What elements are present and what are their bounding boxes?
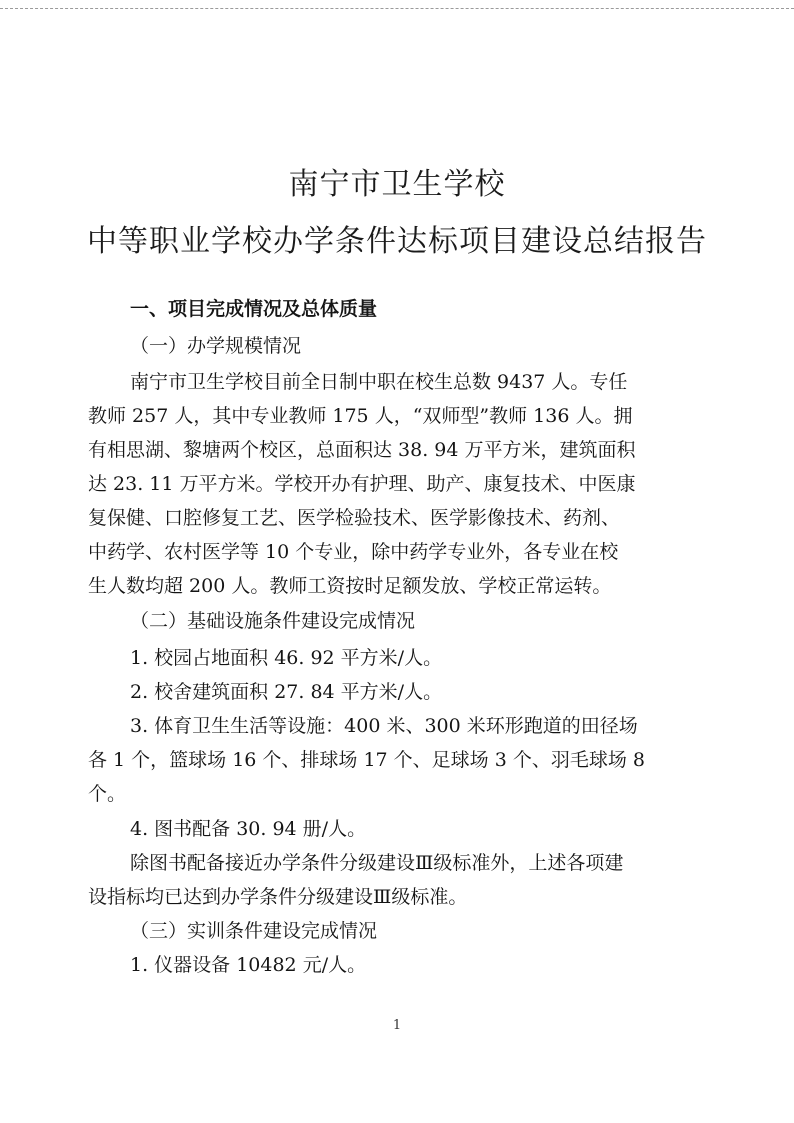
list-item-continuation: 各 1 个，篮球场 16 个、排球场 17 个、足球场 3 个、羽毛球场 8 [88,749,645,771]
list-item: 2. 校舍建筑面积 27. 84 平方米/人。 [130,681,443,703]
document-title-school: 南宁市卫生学校 [288,167,506,202]
subsection-heading-training: （三）实训条件建设完成情况 [130,920,378,942]
paragraph-line: 南宁市卫生学校目前全日制中职在校生总数 9437 人。专任 [130,371,628,393]
page-top-rule [0,8,794,9]
list-item: 4. 图书配备 30. 94 册/人。 [130,818,367,840]
list-item: 1. 仪器设备 10482 元/人。 [130,954,367,976]
paragraph-line: 设指标均已达到办学条件分级建设Ⅲ级标准。 [88,886,468,908]
list-item: 3. 体育卫生生活等设施：400 米、300 米环形跑道的田径场 [130,715,638,737]
list-item-continuation: 个。 [88,783,127,805]
paragraph-line: 教师 257 人，其中专业教师 175 人，“双师型”教师 136 人。拥 [88,405,633,427]
paragraph-line: 达 23. 11 万平方米。学校开办有护理、助产、康复技术、中医康 [88,473,636,495]
paragraph-line: 除图书配备接近办学条件分级建设Ⅲ级标准外，上述各项建 [130,852,624,874]
paragraph-line: 生人数均超 200 人。教师工资按时足额发放、学校正常运转。 [88,575,612,597]
paragraph-line: 中药学、农村医学等 10 个专业，除中药学专业外，各专业在校 [88,541,619,563]
list-item: 1. 校园占地面积 46. 92 平方米/人。 [130,647,443,669]
paragraph-line: 复保健、口腔修复工艺、医学检验技术、医学影像技术、药剂、 [88,507,621,529]
subsection-heading-infrastructure: （二）基础设施条件建设完成情况 [130,610,416,632]
document-title-report: 中等职业学校办学条件达标项目建设总结报告 [87,224,707,259]
section-heading-1: 一、项目完成情况及总体质量 [130,298,378,320]
page-number: 1 [392,1018,402,1033]
subsection-heading-scale: （一）办学规模情况 [130,335,302,357]
paragraph-line: 有相思湖、黎塘两个校区，总面积达 38. 94 万平方米，建筑面积 [88,439,636,461]
